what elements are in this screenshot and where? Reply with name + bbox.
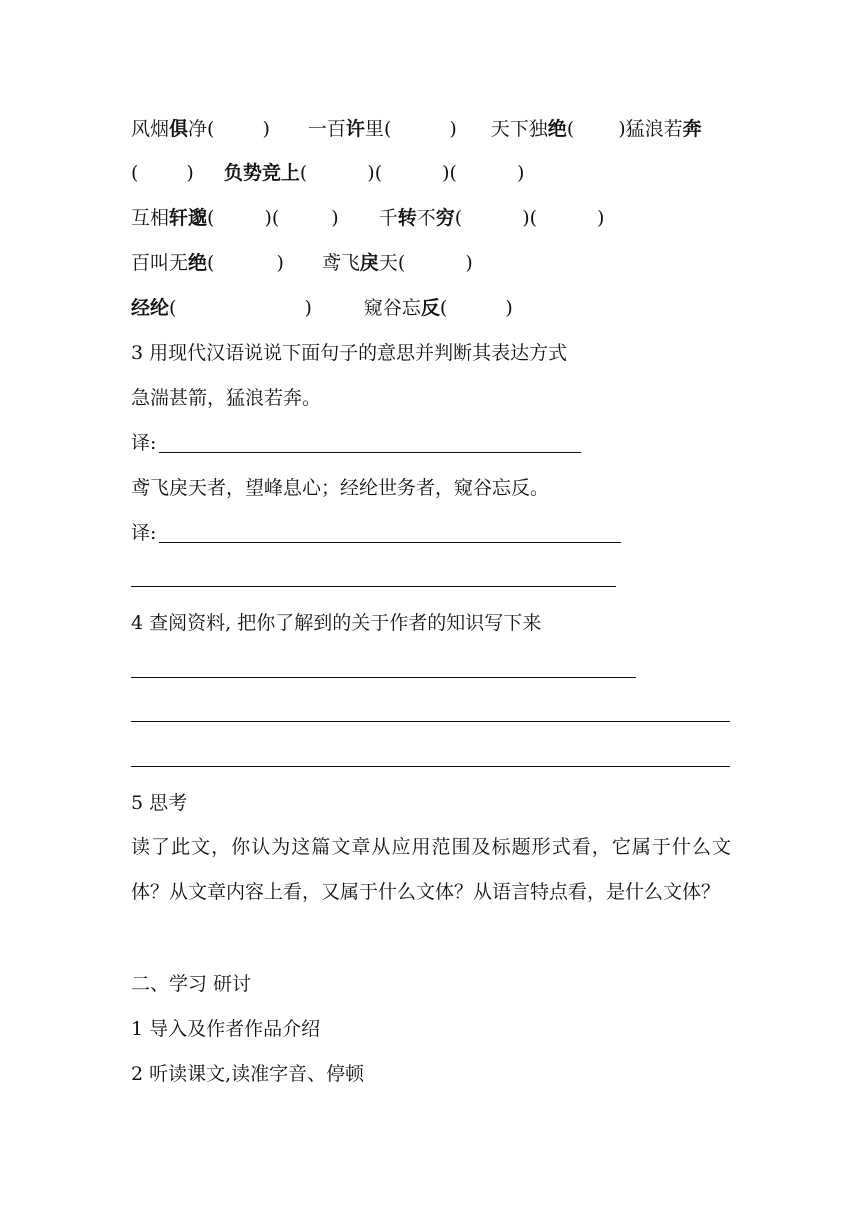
answer-paren-open: (: [397, 252, 406, 274]
vocab-row-4: [131, 251, 473, 275]
answer-paren-close: ): [505, 297, 513, 319]
vocab-item-text: 鸢飞: [321, 252, 360, 274]
vocab-item-text: 不: [416, 207, 436, 229]
answer-line[interactable]: [159, 452, 581, 453]
answer-paren-close: ): [304, 297, 312, 319]
vocab-row-2: [131, 161, 524, 185]
vocab-item-text: 千: [378, 207, 398, 229]
vocab-item-text: 净: [188, 118, 208, 140]
answer-paren-open: (: [299, 162, 308, 184]
vocab-item-key-char: 负势竞上: [223, 162, 300, 184]
vocab-item-key-char: 转: [397, 207, 417, 229]
answer-paren-close: ): [449, 118, 457, 140]
answer-paren-open: (: [383, 118, 392, 140]
question-5-text: 读了此文，你认为这篇文章从应用范围及标题形式看，它属于什么文体？从文章内容上看，又属于什么文体？从语言特点看，是什么文体？: [131, 836, 731, 903]
answer-paren-close: ): [264, 207, 272, 229]
answer-paren-open: (: [207, 118, 215, 140]
vocab-row-5: [131, 296, 513, 320]
vocab-item-key-char: 经纶: [131, 297, 170, 319]
answer-paren-open: (: [454, 207, 463, 229]
section-2-item-1: 1 导入及作者作品介绍: [131, 1018, 321, 1040]
answer-paren-close: ): [442, 162, 450, 184]
answer-paren-open: (: [529, 207, 538, 229]
answer-paren-close: ): [186, 162, 194, 184]
answer-paren-open: (: [207, 252, 215, 274]
vocab-item-text: 一百: [307, 118, 346, 140]
answer-line[interactable]: [131, 766, 730, 767]
vocab-item-text: 天: [378, 252, 398, 274]
question-3-sentence-2: 鸢飞戾天者，望峰息心；经纶世务者，窥谷忘反。: [131, 477, 550, 499]
vocab-item-text: 窥谷忘: [363, 297, 421, 319]
vocab-item-key-char: 穷: [435, 207, 455, 229]
vocab-item-text: 里: [364, 118, 384, 140]
vocab-item-text: 百叫无: [131, 252, 189, 274]
answer-paren-open: (: [449, 162, 457, 184]
answer-paren-close: ): [367, 162, 375, 184]
vocab-item-text: 猛浪若: [625, 118, 683, 140]
answer-paren-close: ): [516, 162, 525, 184]
question-4-heading: 4 查阅资料, 把你了解到的关于作者的知识写下来: [131, 612, 542, 634]
question-3-heading: 3 用现代汉语说说下面句子的意思并判断其表达方式: [131, 342, 568, 364]
vocab-item-key-char: 戾: [359, 252, 379, 274]
answer-paren-close: ): [465, 252, 473, 274]
vocab-row-1: [131, 117, 702, 141]
answer-line[interactable]: [131, 721, 730, 722]
answer-paren-open: (: [271, 207, 280, 229]
answer-paren-close: ): [597, 207, 605, 229]
translate-label-2: 译:: [131, 522, 157, 544]
answer-paren-close: ): [262, 118, 270, 140]
question-5-heading: 5 思考: [131, 792, 188, 814]
answer-paren-open: (: [439, 297, 448, 319]
vocab-item-key-char: 绝: [188, 252, 208, 274]
answer-paren-open: (: [374, 162, 383, 184]
vocab-row-3: [131, 206, 604, 230]
vocab-item-key-char: 绝: [547, 118, 567, 140]
vocab-item-key-char: 反: [420, 297, 440, 319]
section-2-heading: 二、学习 研讨: [131, 973, 252, 995]
answer-paren-close: ): [618, 118, 626, 140]
vocab-item-key-char: 轩邈: [169, 207, 208, 229]
answer-paren-open: (: [566, 118, 575, 140]
section-2-item-2: 2 听读课文,读准字音、停顿: [131, 1063, 365, 1085]
vocab-item-text: 天下独: [490, 118, 548, 140]
answer-line[interactable]: [131, 677, 636, 678]
vocab-item-key-char: 俱: [169, 118, 189, 140]
question-3-sentence-1: 急湍甚箭，猛浪若奔。: [131, 387, 322, 409]
answer-paren-open: (: [169, 297, 177, 319]
vocab-item-text: 互相: [131, 207, 170, 229]
vocab-item-text: 风烟: [131, 118, 170, 140]
answer-paren-close: ): [522, 207, 530, 229]
vocab-item-key-char: 奔: [682, 118, 702, 140]
answer-paren-open: (: [131, 162, 139, 184]
vocab-item-key-char: 许: [345, 118, 365, 140]
answer-paren-close: ): [276, 252, 284, 274]
translate-label-1: 译:: [131, 432, 157, 454]
answer-paren-open: (: [207, 207, 215, 229]
answer-line[interactable]: [159, 542, 621, 543]
answer-paren-close: ): [331, 207, 339, 229]
answer-line[interactable]: [131, 586, 616, 587]
